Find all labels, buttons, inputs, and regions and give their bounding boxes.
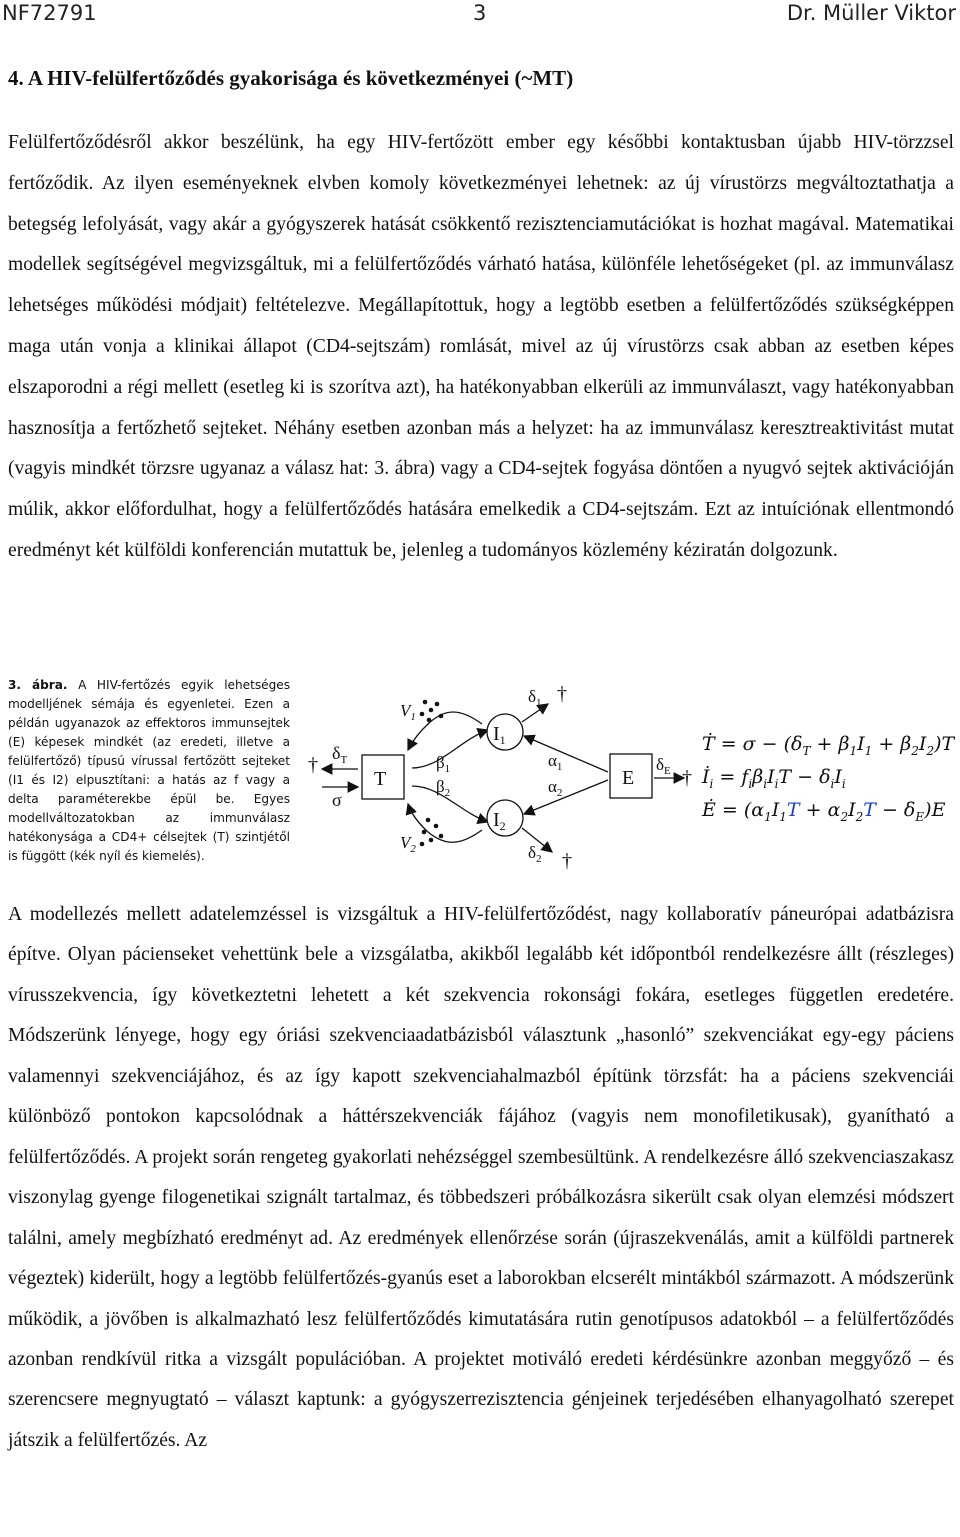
delta2-label: $\delta_2$ [528,843,542,865]
equation-i: $İ_i = f_i\beta_iI_iT - \delta_iI_i$ [702,766,846,791]
alpha1-label: $\alpha_1$ [548,751,563,773]
virus-particles-2 [420,818,444,847]
death-symbol-1: † [557,683,567,705]
death-symbol-t: † [308,754,318,776]
page-number: 3 [473,1,487,25]
model-equations [701,732,955,824]
node-v2-label: $V_2$ [400,833,416,855]
beta1-label: $\beta_1$ [436,753,451,775]
page-header [0,0,960,28]
node-v1-label: $V_1$ [400,701,416,723]
node-t-label: T [374,768,387,790]
delta-e-label: $\delta_E$ [656,755,671,777]
header-author: Dr. Müller Viktor [786,1,956,25]
delta1-label: $\delta_1$ [528,687,542,709]
paragraph-1: Felülfertőződésről akkor beszélünk, ha egy HIV-fertőzött ember egy későbbi kontaktusban újabb HIV-törzzsel fertőződik. Az ilyen eseményeknek elvben komoly következményei lehetnek: az új vírustörzs megváltoztathatja a betegség lefolyását, vagy akár a gyógyszerek hatását csökkentő rezisztenciamutációkat is hozhat magával. Matematikai modellek segítségével megvizsgáltuk, mi a felülfertőződés várható hatása, különféle lehetőségeket (pl. az immunválasz lehetséges működési módjait) feltételezve. Megállapítottuk, hogy a legtöbb esetben a felülfertőződés szükségképpen maga után vonja a klinikai állapot (CD4-sejtszám) romlását, mivel az új vírustörzs csak abban az esetben képes elszaporodni a régi mellett (esetleg ki is szorítva azt), ha hatékonyabban elkerüli az immunválaszt, vagy hatékonyabban hasznosítja a fertőzhető sejteket. Néhány esetben azonban más a helyzet: ha az immunválasz keresztreaktivitást mutat (vagyis mindkét törzsre ugyanaz a válasz hat: 3. ábra) vagy a CD4-sejtek fogyása döntően a nyugvó sejtek aktivációján múlik, akkor előfordulhat, hogy a felülfertőződés hatására emelkedik a CD4-sejtszám. Ezt az intuíciónak ellentmondó eredményt két külföldi konferencián mutattuk be, jelenleg a tudományos közlemény kéziratán dolgozunk. [8,132,954,561]
kill-arrow-1 [524,736,608,772]
header-left: NF72791 [2,1,97,25]
caption-text: A HIV-fertőzés egyik lehetséges modelljének sémája és egyenletei. Ezen a példán ugyanazok az effektoros immunsejtek (E) képesek mindkét (az eredeti, illetve a felülfertőző) típusú vírussal fertőzött sejteket (I1 és I2) elpusztítani: a hatás az f vagy a delta paraméterekbe épül be. Egyes modellváltozatokban az immunválasz hatékonysága a CD4+ célsejtek (T) szintjétől is függött (kék nyíl és kiemelés). [8,678,290,863]
delta-t-label: $\delta_T$ [332,743,348,766]
kill-arrow-2 [524,780,608,814]
model-diagram [300,680,955,880]
node-i2-label: $I_2$ [493,809,506,833]
equation-t: Ṫ = $\sigma - (\delta_T + \beta_1I_1 + \beta_2I_2)T$ [702,733,955,758]
node-e-label: E [622,767,635,789]
sigma-label: σ [332,790,342,810]
death-symbol-e: † [682,767,692,789]
section-title: 4. A HIV-felülfertőződés gyakorisága és következményei (~MT) [8,66,574,90]
death-symbol-2: † [562,850,572,872]
paragraph-2: A modellezés mellett adatelemzéssel is vizsgáltuk a HIV-felülfertőződést, nagy kollaboratív páneurópai adatbázisra építve. Olyan pácienseket vehettünk bele a vizsgálatba, akikből legalább két időpontból rendelkezésre állt (részleges) vírusszekvencia, így következtetni lehetett a két szekvencia rokonsági fokára, esetleges független eredetére. Módszerünk lényege, hogy egy óriási szekvenciaadatbázisból választunk „hasonló” szekvenciákat egy-egy páciens valamennyi szekvenciájához, és az így kapott szekvenciahalmazból építünk törzsfát: ha a páciens szekvenciái különböző pontokon kapcsolódnak a háttérszekvenciák fájához (vagyis nem monofiletikusak), gyanítható a felülfertőződés. A projekt során rengeteg gyakorlati nehézséggel szembesültünk. A rendelkezésre álló szekvenciaszakasz viszonylag gyenge filogenetikai szignált tartalmaz, és többedszeri próbálkozásra sikerült csak olyan elemzési módszert találni, amely megbízható eredményt ad. Az eredmények ellenőrzése során (újraszekvenálás, amit a külföldi partnerek végeztek) kiderült, hogy a legtöbb felülfertőzés-gyanús eset a laborokban elcserélt mintákból származott. A módszerünk működik, a jövőben is alkalmazható lesz felülfertőződés kimutatására rutin genotípusos adatokból – a felülfertőződés azonban rendkívül ritka a vizsgált populációban. A projektet motiváló eredeti kérdésünkre azonban meggyőző – és szerencsere megnyugtató – választ kaptunk: a gyógyszerrezisztencia génjeinek terjedésében elhanyagolható szerepet játszik a felülfertőzés. Az [8,904,954,1451]
beta2-label: $\beta_2$ [436,777,451,799]
virus-production-1 [408,712,482,750]
virus-particles-1 [420,700,444,723]
alpha2-label: $\alpha_2$ [548,777,563,799]
equation-e: Ė = $(\alpha_1I_1T + \alpha_2I_2T - \delta_E)E$ [702,799,946,824]
highlight-t-2: T [863,799,876,821]
figure-caption [8,676,290,866]
death-arrow-i1 [522,704,548,722]
node-i1-label: $I_1$ [493,723,506,747]
highlight-t-1: T [786,799,800,821]
virus-production-2 [408,804,482,842]
death-arrow-i2 [522,828,552,852]
caption-label: 3. ábra. [8,678,68,692]
